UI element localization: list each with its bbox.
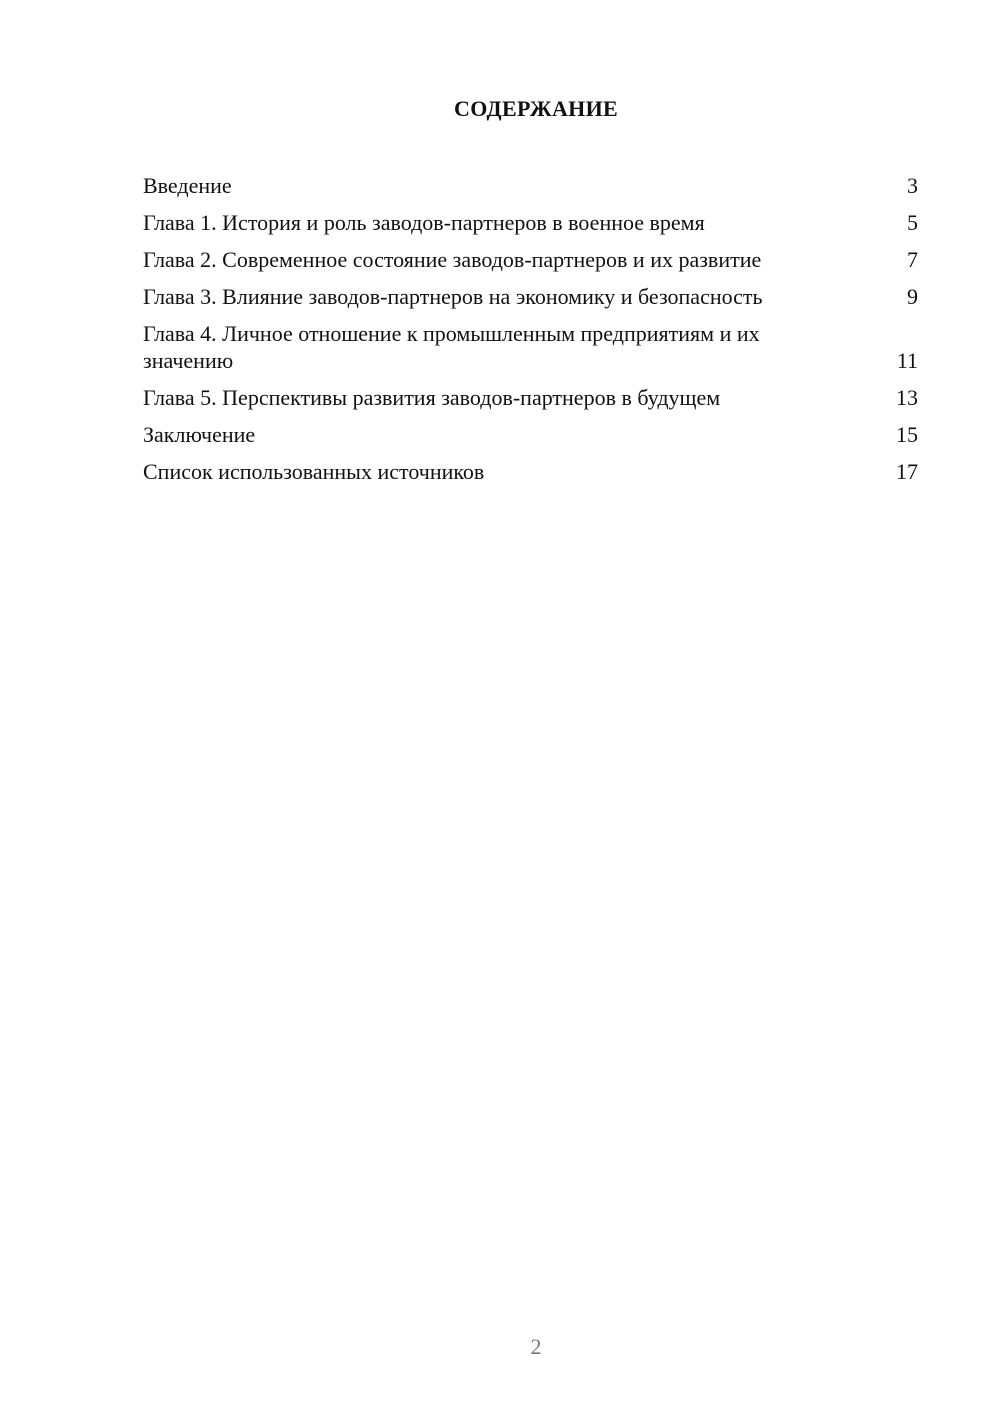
table-of-contents <box>143 172 918 495</box>
toc-entry-page: 3 <box>907 173 918 198</box>
toc-entry[interactable] <box>143 246 918 273</box>
toc-entry-title: Введение <box>143 173 232 198</box>
toc-entry-title: Заключение <box>143 422 256 447</box>
toc-entry[interactable] <box>143 283 918 310</box>
toc-entry[interactable] <box>143 421 918 448</box>
toc-entry-title: Список использованных источников <box>143 459 485 484</box>
toc-entry-title: Глава 1. История и роль заводов-партнеров в военное время <box>143 210 705 235</box>
toc-entry-page: 15 <box>896 422 918 447</box>
toc-entry-page: 13 <box>896 385 918 410</box>
toc-entry[interactable] <box>143 209 918 236</box>
toc-entry-page: 5 <box>907 210 918 235</box>
toc-entry-title: Глава 3. Влияние заводов-партнеров на экономику и безопасность <box>143 284 763 309</box>
toc-entry[interactable] <box>143 458 918 485</box>
toc-entry-page: 17 <box>896 459 918 484</box>
toc-entry-page: 7 <box>907 247 918 272</box>
toc-entry-title: Глава 4. Личное отношение к промышленным предприятиям и их значению <box>143 321 760 373</box>
page-title: СОДЕРЖАНИЕ <box>454 96 618 121</box>
toc-entry[interactable] <box>143 320 918 374</box>
toc-entry[interactable] <box>143 172 918 199</box>
toc-entry-title: Глава 5. Перспективы развития заводов-партнеров в будущем <box>143 385 721 410</box>
page-number: 2 <box>530 1334 542 1359</box>
toc-entry-page: 11 <box>896 348 918 373</box>
toc-entry-title: Глава 2. Современное состояние заводов-партнеров и их развитие <box>143 247 762 272</box>
toc-entry[interactable] <box>143 384 918 411</box>
toc-entry-page: 9 <box>907 284 918 309</box>
